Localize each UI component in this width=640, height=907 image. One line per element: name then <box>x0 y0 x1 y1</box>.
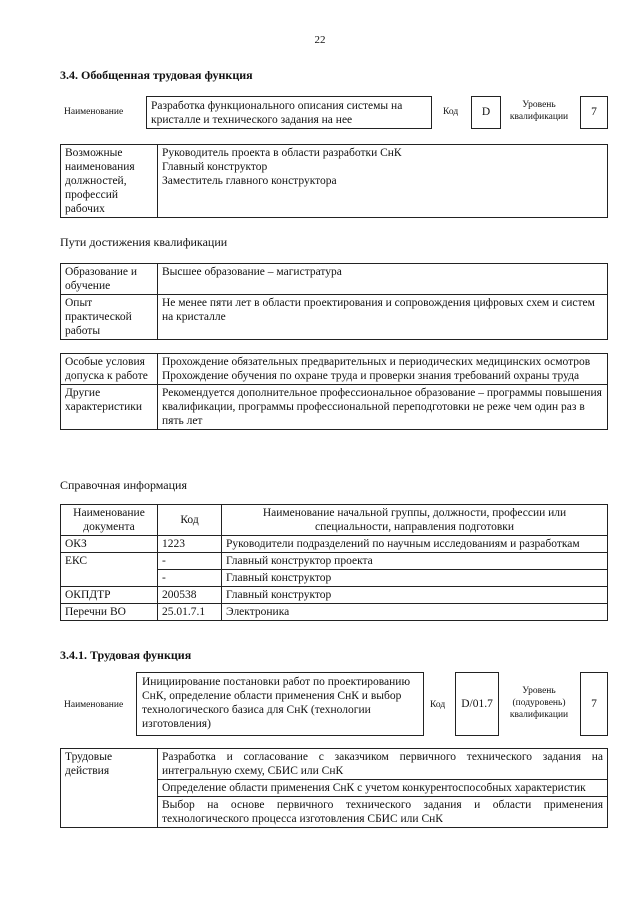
table-header-row <box>61 505 608 536</box>
table-row <box>61 354 608 385</box>
level-box-2 <box>580 672 608 736</box>
paths-heading: Пути достижения квалификации <box>60 235 228 249</box>
function-name-box-2 <box>136 672 424 736</box>
conditions-table <box>60 353 608 430</box>
cell-code: - <box>158 553 222 570</box>
table-row <box>61 536 608 553</box>
cell-name: Руководители подразделений по научным исследованиям и разработкам <box>222 536 608 553</box>
level-value-2: 7 <box>591 698 597 710</box>
code-label: Код <box>443 107 459 117</box>
header-code: Код <box>158 505 222 536</box>
cell-doc: ОКПДТР <box>61 587 158 604</box>
cell-name: Главный конструктор проекта <box>222 553 608 570</box>
level-value: 7 <box>591 106 597 118</box>
positions-label: Возможные наименования должностей, профессий рабочих <box>61 145 158 218</box>
page-number: 22 <box>314 34 326 46</box>
name-label-2: Наименование <box>64 700 124 710</box>
positions-table <box>60 144 608 218</box>
function-name: Разработка функционального описания системы на кристалле и технического задания на нее <box>151 100 403 126</box>
action-item: Разработка и согласование с заказчиком первичного технического задания на интегральную схему, СБИС или СнК <box>158 749 608 780</box>
code-value: D <box>481 106 491 118</box>
function-name-2: Инициирование постановки работ по проектированию СнК, определение области применения СнК и выбор технологического базиса для СнК (технологии изготовления) <box>142 676 411 730</box>
other-label: Другие характеристики <box>61 385 158 430</box>
reference-heading: Справочная информация <box>60 478 187 492</box>
cell-name: Главный конструктор <box>222 587 608 604</box>
code-box <box>471 96 501 129</box>
education-table <box>60 263 608 340</box>
table-row <box>61 604 608 621</box>
actions-label: Трудовые действия <box>61 749 158 828</box>
cell-code: - <box>158 570 222 587</box>
table-row <box>61 264 608 295</box>
actions-table <box>60 748 608 828</box>
code-label-2: Код <box>430 700 446 710</box>
subsection-heading: 3.4.1. Трудовая функция <box>60 648 192 662</box>
table-row <box>61 587 608 604</box>
cell-doc: ОКЗ <box>61 536 158 553</box>
level-box <box>580 96 608 129</box>
cell-doc: ЕКС <box>61 553 158 587</box>
list-item: Руководитель проекта в области разработки СнК <box>162 147 402 159</box>
other-value: Рекомендуется дополнительное профессиональное образование – программы повышения квалификации, программы профессиональной переподготовки не реже чем один раз в пять лет <box>158 385 608 430</box>
table-row <box>61 553 608 570</box>
code-box-2 <box>455 672 499 736</box>
table-row <box>61 295 608 340</box>
education-label: Образование и обучение <box>61 264 158 295</box>
table-row <box>61 385 608 430</box>
cell-code: 1223 <box>158 536 222 553</box>
positions-values <box>158 145 608 218</box>
header-document: Наименование документа <box>61 505 158 536</box>
header-name: Наименование начальной группы, должности, профессии или специальности, направления подготовки <box>222 505 608 536</box>
experience-label: Опыт практической работы <box>61 295 158 340</box>
experience-value: Не менее пяти лет в области проектирования и сопровождения цифровых схем и систем на кристалле <box>158 295 608 340</box>
list-item: Главный конструктор <box>162 161 268 173</box>
conditions-label: Особые условия допуска к работе <box>61 354 158 385</box>
name-label: Наименование <box>64 107 124 117</box>
function-name-box <box>146 96 432 129</box>
cell-name: Главный конструктор <box>222 570 608 587</box>
cell-code: 200538 <box>158 587 222 604</box>
section-heading: 3.4. Обобщенная трудовая функция <box>60 68 253 82</box>
cell-code: 25.01.7.1 <box>158 604 222 621</box>
code-value-2: D/01.7 <box>461 698 493 710</box>
table-row <box>61 145 608 218</box>
cell-name: Электроника <box>222 604 608 621</box>
action-item: Определение области применения СнК с учетом конкурентоспособных характеристик <box>158 780 608 797</box>
level-label-2: Уровень (подуровень) квалификации <box>509 686 569 720</box>
list-item: Заместитель главного конструктора <box>162 175 337 187</box>
conditions-value: Прохождение обязательных предварительных и периодических медицинских осмотров Прохождение обучения по охране труда и проверки знания требований охраны труда <box>158 354 608 385</box>
table-row <box>61 749 608 780</box>
action-item: Выбор на основе первичного технического задания и области применения технологического процесса изготовления СБИС или СнК <box>158 797 608 828</box>
cell-doc: Перечни ВО <box>61 604 158 621</box>
reference-table <box>60 504 608 621</box>
level-label: Уровень квалификации <box>509 100 569 122</box>
education-value: Высшее образование – магистратура <box>158 264 608 295</box>
